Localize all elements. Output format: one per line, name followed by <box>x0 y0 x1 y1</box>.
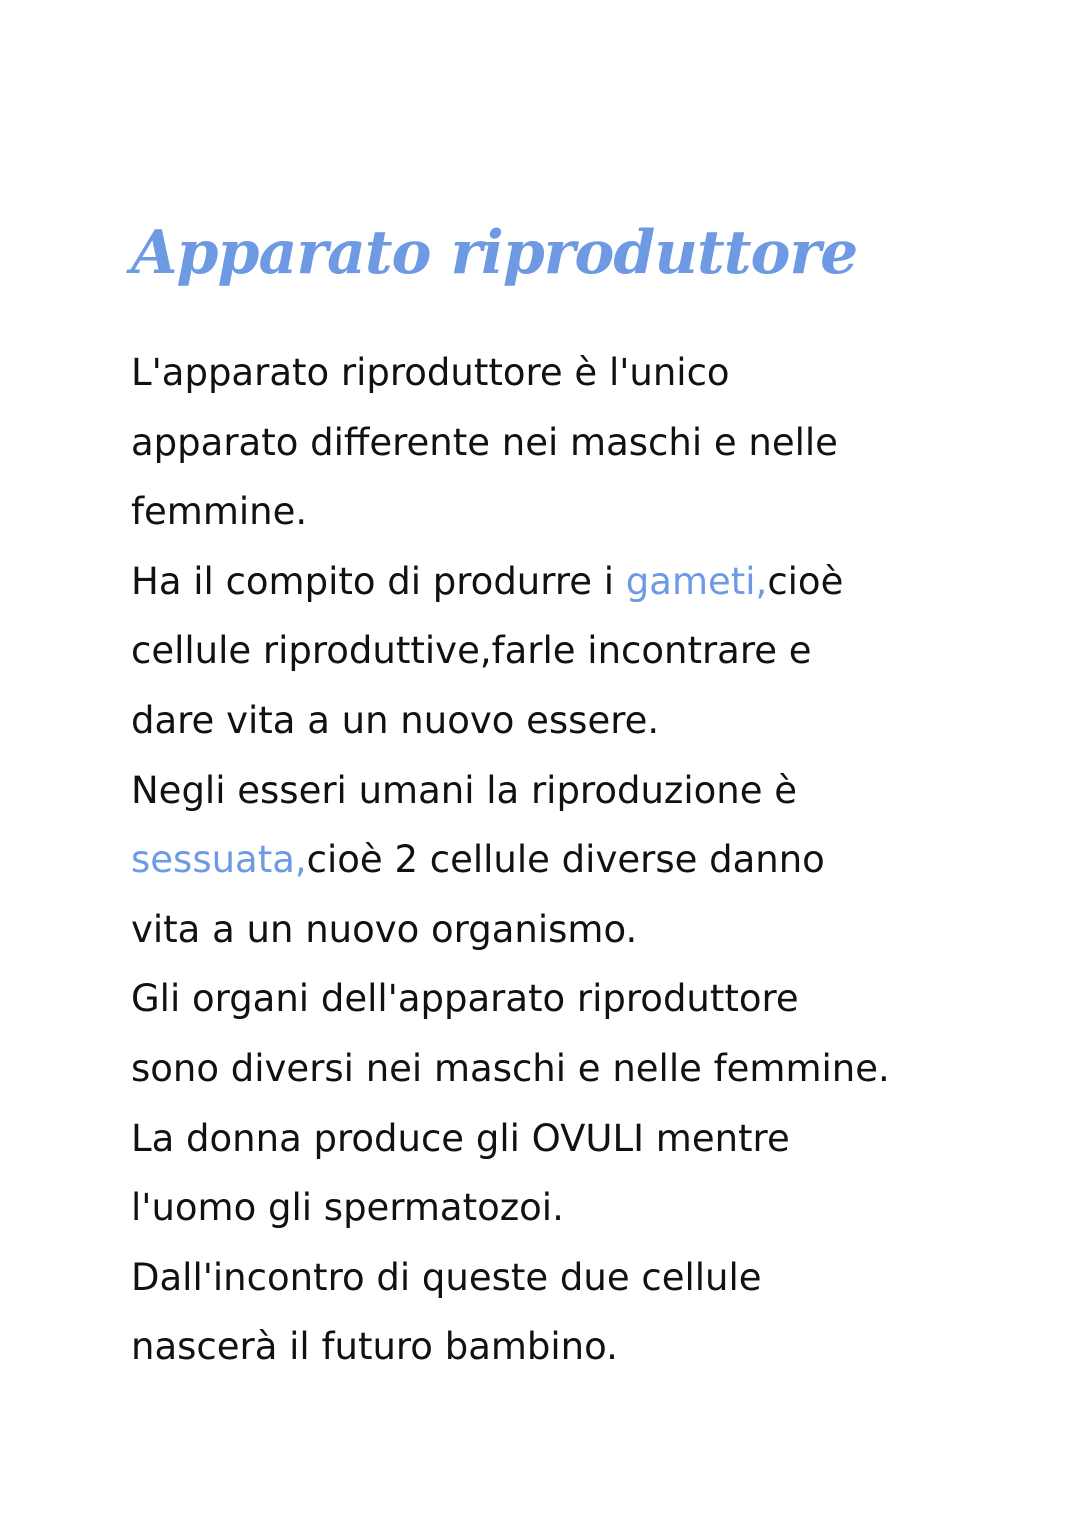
text-line <box>131 408 890 478</box>
text-line <box>131 1312 890 1382</box>
text-line <box>131 1173 890 1243</box>
text-line <box>131 1034 890 1104</box>
text-line <box>131 964 890 1034</box>
highlighted-term: sessuata, <box>131 838 307 882</box>
text-segment: vita a un nuovo organismo. <box>131 907 638 951</box>
text-line <box>131 686 890 756</box>
text-line <box>131 1243 890 1313</box>
text-line <box>131 616 890 686</box>
text-segment: cioè 2 cellule diverse danno <box>306 838 825 882</box>
text-line <box>131 477 890 547</box>
body-text <box>131 338 890 1382</box>
text-segment: Ha il compito di produrre i <box>131 559 626 603</box>
text-line <box>131 825 890 895</box>
highlighted-term: gameti, <box>625 559 768 603</box>
text-segment: Negli esseri umani la riproduzione è <box>131 768 797 812</box>
text-segment: l'uomo gli spermatozoi. <box>131 1186 564 1230</box>
text-segment: dare vita a un nuovo essere. <box>131 698 660 742</box>
text-segment: La donna produce gli OVULI mentre <box>131 1116 790 1160</box>
text-segment: sono diversi nei maschi e nelle femmine. <box>131 1046 890 1090</box>
text-line <box>131 1104 890 1174</box>
text-line <box>131 756 890 826</box>
text-segment: nascerà il futuro bambino. <box>131 1325 618 1369</box>
text-line <box>131 895 890 965</box>
text-segment: cellule riproduttive,farle incontrare e <box>131 629 812 673</box>
page-title: Apparato riproduttore <box>131 218 858 288</box>
text-segment: apparato differente nei maschi e nelle <box>131 420 838 464</box>
text-segment: Gli organi dell'apparato riproduttore <box>131 977 799 1021</box>
text-segment: cioè <box>767 559 844 603</box>
text-segment: femmine. <box>131 490 308 534</box>
text-line <box>131 338 890 408</box>
text-segment: Dall'incontro di queste due cellule <box>131 1255 762 1299</box>
text-segment: L'apparato riproduttore è l'unico <box>131 351 730 394</box>
text-line <box>131 547 890 617</box>
